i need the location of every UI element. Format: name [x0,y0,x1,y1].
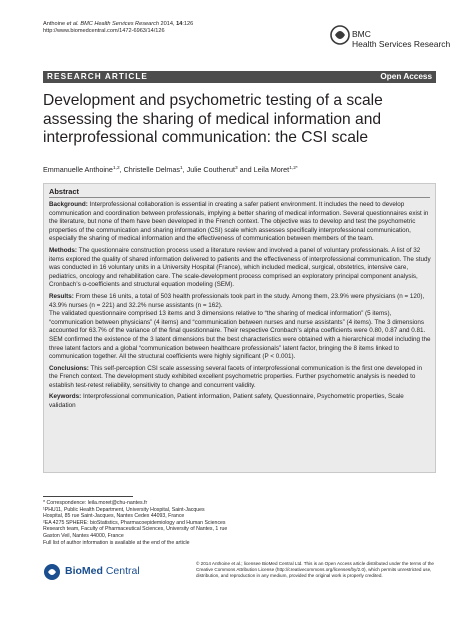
author-list: Emmanuelle Anthoine$^{1,2}$, Christelle Delmas$^1$, Julie Coutherut$^3$ and Leila Moret$^{1,2*}$ [43,165,298,174]
citation-line [43,21,193,28]
abstract-methods [49,247,432,290]
biomed-central-icon [43,563,61,581]
background-text: Interprofessional collaboration is essential in creating a safer patient environment. It includes the need to develop communication and coordination between professionals, implying a better sharing of medical information. Several questionnaires exist in the literature, but none of them have been developed in the French context. The objective was to develop and test the psychometric properties of the communication and sharing information (CSI) scale which assesses specifically interprofessional communication, especially the sharing of medical information and the effectiveness of communication between members of the team. [49,201,429,243]
affiliation-footnote: ¹PHU11, Public Health Department, University Hospital, Saint-Jacques [43,506,205,513]
footnotes [43,496,243,546]
author-affiliation: 1,2* [289,166,298,171]
abstract-keywords [49,393,432,410]
license-text: © 2014 Anthoine et al.; licensee BioMed Central Ltd. This is an Open Access article distributed under the terms of the Creative Commons Attribution License (http://creativecommons.org/licenses/by/2.0), which permits unrestricted use, distribution, and reproduction in any medium, provided the original work is properly credited. [196,561,434,578]
affiliation-footnote: Research team, Faculty of Pharmaceutical Sciences, University of Nantes, 1 rue [43,526,228,533]
background-label: Background: [49,201,88,208]
correspondence-footnote: * Correspondence: leila.moret@chu-nantes.fr [43,500,148,506]
article-type-label: RESEARCH ARTICLE [47,72,148,81]
citation-year: 2014, [159,21,177,27]
affiliation-footnote: ²EA 4275 SPHERE: bioStatistics, Pharmacoepidemiology and Human Sciences [43,519,226,526]
author-info-note: Full list of author information is available at the end of the article [43,539,190,546]
keywords-text: Interprofessional communication, Patient information, Patient safety, Questionnaire, Psychometric properties, Scale validation [49,393,404,410]
author-name: Julie Coutherut [186,165,235,174]
methods-text: The questionnaire construction process used a literature review and involved a panel of voluntary professionals. A list of 32 items explored the quality of shared information delivered to patients and the effectiveness of interprofessional communication. The study was conducted in 16 voluntary units in a University Hospital (France), which included medical, surgical, obstetrics, intensive care, pediatrics, oncology and rehabilitation care. The scale-development process comprised an exploratory principal component analysis, Cronbach’s α-coefficients and structural equation modeling (SEM). [49,246,431,289]
author-name: Leila Moret [253,165,290,174]
author-name: Christelle Delmas [123,165,180,174]
conclusions-text: This self-perception CSI scale assessing several facets of interprofessional communication is the first one developed in the French context. The development study exhibited excellent psychometric properties. Further psychometric analysis is needed to establish test-retest reliability, sensitivity to change and concurrent validity. [49,364,422,389]
author-affiliation: 3 [234,166,238,171]
citation-url[interactable]: http://www.biomedcentral.com/1472-6963/14/126 [43,28,165,35]
results-label: Results: [49,292,74,300]
biomed-central-logo[interactable] [43,563,143,581]
affiliation-footnote: Gaston Veil, Nantes 44000, France [43,532,124,539]
abstract-heading: Abstract [49,187,79,196]
citation-journal: BMC Health Services Research [80,21,159,27]
bmc-logo-icon [330,24,350,46]
logo-bmc-text: BMC [352,29,371,39]
abstract-results [49,293,432,362]
abstract-conclusions [49,365,432,391]
logo-journal-text: Health Services Research [352,39,451,49]
author-affiliation: 1,2 [112,166,120,171]
citation-etal: et al. [66,21,79,27]
author-affiliation: 1 [179,166,183,171]
abstract-box [43,183,436,473]
methods-label: Methods: [49,246,77,254]
bmc-journal-logo[interactable] [330,24,451,64]
conclusions-label: Conclusions: [49,364,89,372]
results-text-2: The validated questionnaire comprised 13 items and 3 dimensions relative to “the sharing of medical information” (5 items), “communication between physicians” (4 items) and “communication between nurses and nurse assistants” (4 items). The 3 dimensions accounted for 63.7% of the variance of the final questionnaire. Their respective Cronbach’s alpha coefficients were 0.80, 0.87 and 0.81. SEM confirmed the existence of the 3 latent dimensions but the best characteristics were obtained with a hierarchical model including the three latent factors and a global “communication between healthcare professionals” latent factor, bringing the 8 items linked to communication together. All the structural coefficients were highly significant (P < 0.001). [49,310,431,361]
citation-authors: Anthoine [43,21,67,27]
results-text-1: From these 16 units, a total of 503 health professionals took part in the study. Among them, 23.9% were physicians (n = 120), 43.9% nurses (n = 221) and 32.2% nurse assistants (n = 162). [49,292,425,309]
central-text: Central [102,565,140,577]
open-access-label: Open Access [380,72,432,81]
abstract-body [49,201,432,414]
footnote-divider [43,496,133,497]
article-title: Development and psychometric testing of a scale assessing the sharing of medical information and interprofessional communication: the CSI scale [43,92,383,147]
citation-header [43,21,193,36]
citation-page: :126 [182,21,194,27]
keywords-label: Keywords: [49,393,82,401]
abstract-divider [49,197,430,198]
biomed-text: BioMed [65,565,103,577]
author-name: Emmanuelle Anthoine [43,165,113,174]
citation-volume: 14 [176,21,183,27]
abstract-background [49,201,432,244]
biomed-central-text [65,565,140,577]
article-type-bar [43,71,436,83]
affiliation-footnote: Hospital, 85 rue Saint-Jacques, Nantes Cedex 44093, France [43,513,185,520]
